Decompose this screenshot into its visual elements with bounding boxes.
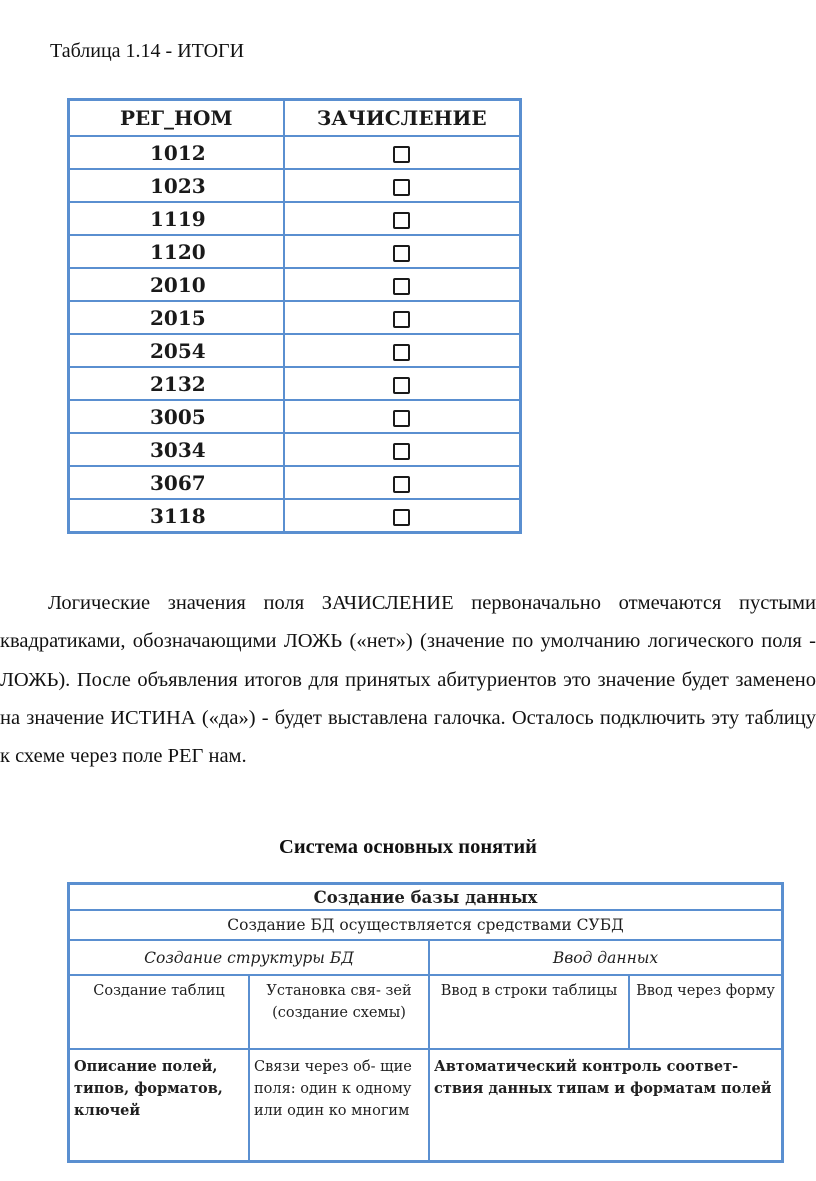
empty-checkbox-icon bbox=[393, 245, 410, 262]
cell-create-tables: Создание таблиц bbox=[69, 975, 250, 1049]
group-structure: Создание структуры БД bbox=[69, 940, 430, 975]
table-row bbox=[69, 466, 521, 499]
empty-checkbox-icon bbox=[393, 179, 410, 196]
reg-nom-cell: 3005 bbox=[69, 400, 284, 433]
table-row bbox=[69, 367, 521, 400]
paragraph-text: Логические значения поля ЗАЧИСЛЕНИЕ первоначально отмечаются пустыми квадратиками, обозначающими ЛОЖЬ («нет») (значение по умолчанию логического поля - ЛОЖЬ). После объявления итогов для принятых абитуриентов это значение будет заменено на значение ИСТИНА («да») - будет выставлена галочка. Осталось подключить эту таблицу к схеме через поле РЕГ нам. bbox=[0, 592, 816, 768]
empty-checkbox-icon bbox=[393, 410, 410, 427]
reg-nom-cell: 2010 bbox=[69, 268, 284, 301]
concepts-body-row bbox=[69, 1049, 783, 1162]
zachislenie-cell bbox=[284, 367, 521, 400]
reg-nom-cell: 1120 bbox=[69, 235, 284, 268]
zachislenie-cell bbox=[284, 433, 521, 466]
empty-checkbox-icon bbox=[393, 212, 410, 229]
reg-nom-cell: 1119 bbox=[69, 202, 284, 235]
section-heading: Система основных понятий bbox=[279, 836, 537, 858]
cell-links-description: Связи через об- щие поля: один к одному или один ко многим bbox=[249, 1049, 429, 1162]
concepts-subheader-row bbox=[69, 975, 783, 1049]
cell-enter-form: Ввод через форму bbox=[629, 975, 783, 1049]
empty-checkbox-icon bbox=[393, 443, 410, 460]
empty-checkbox-icon bbox=[393, 377, 410, 394]
empty-checkbox-icon bbox=[393, 311, 410, 328]
zachislenie-cell bbox=[284, 235, 521, 268]
table-row bbox=[69, 499, 521, 533]
reg-nom-cell: 2054 bbox=[69, 334, 284, 367]
reg-nom-cell: 2015 bbox=[69, 301, 284, 334]
itogi-table bbox=[67, 98, 522, 534]
reg-nom-cell: 1023 bbox=[69, 169, 284, 202]
zachislenie-cell bbox=[284, 466, 521, 499]
cell-auto-control: Автоматический контроль соответ- ствия данных типам и форматам полей bbox=[429, 1049, 783, 1162]
concepts-group-row bbox=[69, 940, 783, 975]
concepts-table bbox=[67, 882, 784, 1163]
table-row bbox=[69, 169, 521, 202]
group-data-entry: Ввод данных bbox=[429, 940, 783, 975]
table-row bbox=[69, 433, 521, 466]
zachislenie-cell bbox=[284, 400, 521, 433]
table-row bbox=[69, 202, 521, 235]
table-row bbox=[69, 268, 521, 301]
cell-enter-rows: Ввод в строки таблицы bbox=[429, 975, 629, 1049]
concepts-subtitle-row bbox=[69, 910, 783, 940]
zachislenie-cell bbox=[284, 301, 521, 334]
zachislenie-cell bbox=[284, 268, 521, 301]
itogi-header-row bbox=[69, 100, 521, 137]
column-header-zachislenie: ЗАЧИСЛЕНИЕ bbox=[284, 100, 521, 137]
body-paragraph bbox=[0, 584, 816, 775]
reg-nom-cell: 1012 bbox=[69, 136, 284, 169]
reg-nom-cell: 2132 bbox=[69, 367, 284, 400]
column-header-reg-nom: РЕГ_НОМ bbox=[69, 100, 284, 137]
cell-set-links: Установка свя- зей (создание схемы) bbox=[249, 975, 429, 1049]
table-row bbox=[69, 235, 521, 268]
concepts-title: Создание базы данных bbox=[69, 884, 783, 911]
zachislenie-cell bbox=[284, 499, 521, 533]
concepts-title-row bbox=[69, 884, 783, 911]
concepts-subtitle: Создание БД осуществляется средствами СУБД bbox=[69, 910, 783, 940]
zachislenie-cell bbox=[284, 169, 521, 202]
empty-checkbox-icon bbox=[393, 278, 410, 295]
empty-checkbox-icon bbox=[393, 344, 410, 361]
itogi-body bbox=[69, 136, 521, 533]
table-row bbox=[69, 136, 521, 169]
empty-checkbox-icon bbox=[393, 476, 410, 493]
table-row bbox=[69, 334, 521, 367]
table-row bbox=[69, 400, 521, 433]
reg-nom-cell: 3034 bbox=[69, 433, 284, 466]
zachislenie-cell bbox=[284, 202, 521, 235]
zachislenie-cell bbox=[284, 334, 521, 367]
table-row bbox=[69, 301, 521, 334]
zachislenie-cell bbox=[284, 136, 521, 169]
cell-field-description: Описание полей, типов, форматов, ключей bbox=[69, 1049, 250, 1162]
empty-checkbox-icon bbox=[393, 509, 410, 526]
table-caption: Таблица 1.14 - ИТОГИ bbox=[50, 40, 245, 62]
empty-checkbox-icon bbox=[393, 146, 410, 163]
reg-nom-cell: 3067 bbox=[69, 466, 284, 499]
reg-nom-cell: 3118 bbox=[69, 499, 284, 533]
